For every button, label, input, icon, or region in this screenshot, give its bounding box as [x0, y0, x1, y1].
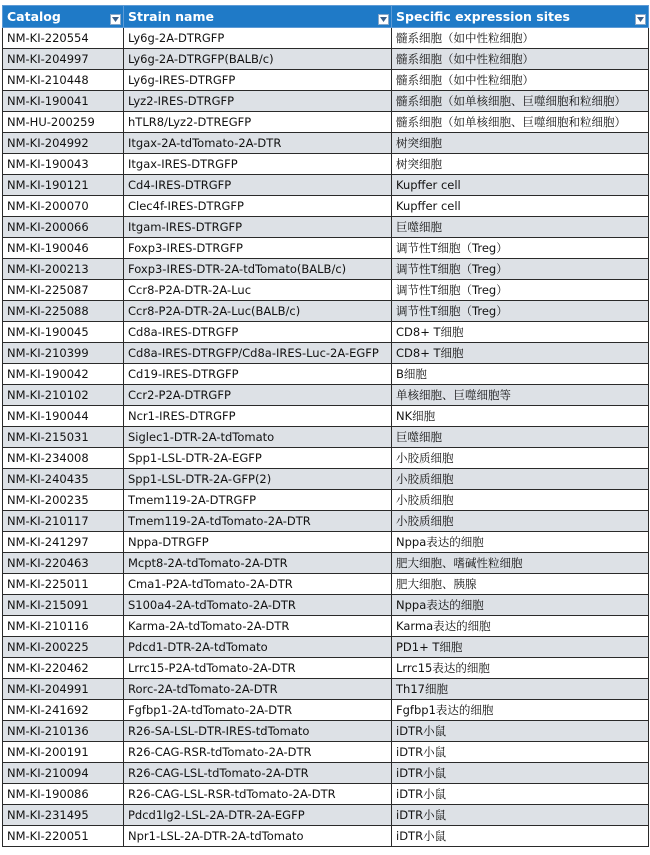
table-row	[3, 490, 649, 511]
table-row	[3, 511, 649, 532]
table-row	[3, 448, 649, 469]
strain-name-cell[interactable]: Itgax-IRES-DTRGFP	[124, 154, 392, 175]
expression-site-cell[interactable]: 小胶质细胞	[392, 448, 649, 469]
table-row	[3, 721, 649, 742]
expression-site-cell[interactable]: 小胶质细胞	[392, 469, 649, 490]
expression-site-cell[interactable]: B细胞	[392, 364, 649, 385]
strain-name-cell[interactable]: Ly6g-2A-DTRGFP	[124, 28, 392, 49]
expression-site-cell[interactable]: iDTR小鼠	[392, 826, 649, 847]
expression-site-cell[interactable]: 调节性T细胞（Treg）	[392, 238, 649, 259]
strain-name-cell[interactable]: R26-CAG-LSL-RSR-tdTomato-2A-DTR	[124, 784, 392, 805]
strain-name-cell[interactable]: Spp1-LSL-DTR-2A-GFP(2)	[124, 469, 392, 490]
expression-site-cell[interactable]: 单核细胞、巨噬细胞等	[392, 385, 649, 406]
catalog-cell[interactable]: NM-KI-204991	[3, 679, 124, 700]
table-row	[3, 784, 649, 805]
expression-site-cell[interactable]: 肥大细胞、嗜碱性粒细胞	[392, 553, 649, 574]
expression-site-cell[interactable]: 髓系细胞（如中性粒细胞）	[392, 70, 649, 91]
expression-site-cell[interactable]: 髓系细胞（如中性粒细胞）	[392, 28, 649, 49]
catalog-cell[interactable]: NM-KI-215031	[3, 427, 124, 448]
table-row	[3, 238, 649, 259]
strain-name-cell[interactable]: Karma-2A-tdTomato-2A-DTR	[124, 616, 392, 637]
table-row	[3, 217, 649, 238]
catalog-cell[interactable]: NM-KI-225088	[3, 301, 124, 322]
table-row	[3, 553, 649, 574]
table-row	[3, 364, 649, 385]
filter-dropdown-icon[interactable]	[110, 14, 121, 25]
catalog-cell[interactable]: NM-KI-200225	[3, 637, 124, 658]
strain-name-cell[interactable]: Cd8a-IRES-DTRGFP/Cd8a-IRES-Luc-2A-EGFP	[124, 343, 392, 364]
strain-name-cell[interactable]: Pdcd1-DTR-2A-tdTomato	[124, 637, 392, 658]
catalog-cell[interactable]: NM-KI-210094	[3, 763, 124, 784]
column-header-expression-sites	[392, 6, 649, 28]
table-row	[3, 637, 649, 658]
table-row	[3, 574, 649, 595]
catalog-cell[interactable]: NM-KI-190045	[3, 322, 124, 343]
strain-name-cell[interactable]: Foxp3-IRES-DTR-2A-tdTomato(BALB/c)	[124, 259, 392, 280]
expression-site-cell[interactable]: 调节性T细胞（Treg）	[392, 280, 649, 301]
catalog-cell[interactable]: NM-KI-210136	[3, 721, 124, 742]
table-row	[3, 742, 649, 763]
table-row	[3, 91, 649, 112]
expression-site-cell[interactable]: 树突细胞	[392, 154, 649, 175]
strain-name-cell[interactable]: Spp1-LSL-DTR-2A-EGFP	[124, 448, 392, 469]
catalog-cell[interactable]: NM-KI-241297	[3, 532, 124, 553]
table-row	[3, 28, 649, 49]
table-body	[3, 28, 649, 847]
strain-name-cell[interactable]: Cd4-IRES-DTRGFP	[124, 175, 392, 196]
table-row	[3, 301, 649, 322]
table-row	[3, 343, 649, 364]
catalog-cell[interactable]: NM-KI-210102	[3, 385, 124, 406]
catalog-cell[interactable]: NM-KI-190043	[3, 154, 124, 175]
catalog-cell[interactable]: NM-KI-240435	[3, 469, 124, 490]
strain-name-cell[interactable]: hTLR8/Lyz2-DTREGFP	[124, 112, 392, 133]
catalog-cell[interactable]: NM-KI-204997	[3, 49, 124, 70]
strain-name-cell[interactable]: Itgam-IRES-DTRGFP	[124, 217, 392, 238]
strain-name-cell[interactable]: R26-SA-LSL-DTR-IRES-tdTomato	[124, 721, 392, 742]
strain-name-cell[interactable]: Lrrc15-P2A-tdTomato-2A-DTR	[124, 658, 392, 679]
catalog-cell[interactable]: NM-KI-200213	[3, 259, 124, 280]
catalog-cell[interactable]: NM-KI-190042	[3, 364, 124, 385]
strain-name-cell[interactable]: Foxp3-IRES-DTRGFP	[124, 238, 392, 259]
strain-name-cell[interactable]: Lyz2-IRES-DTRGFP	[124, 91, 392, 112]
filter-dropdown-icon[interactable]	[635, 14, 646, 25]
strain-name-cell[interactable]: Ccr2-P2A-DTRGFP	[124, 385, 392, 406]
expression-site-cell[interactable]: 小胶质细胞	[392, 490, 649, 511]
catalog-cell[interactable]: NM-KI-220463	[3, 553, 124, 574]
catalog-cell[interactable]: NM-KI-204992	[3, 133, 124, 154]
expression-site-cell[interactable]: 髓系细胞（如中性粒细胞）	[392, 49, 649, 70]
header-row	[3, 6, 649, 28]
expression-site-cell[interactable]: iDTR小鼠	[392, 784, 649, 805]
expression-site-cell[interactable]: NK细胞	[392, 406, 649, 427]
table-row	[3, 469, 649, 490]
table-row	[3, 280, 649, 301]
catalog-cell[interactable]: NM-KI-210399	[3, 343, 124, 364]
strain-name-cell[interactable]: Nppa-DTRGFP	[124, 532, 392, 553]
table-row	[3, 595, 649, 616]
expression-site-cell[interactable]: CD8+ T细胞	[392, 322, 649, 343]
table-row	[3, 49, 649, 70]
strain-name-cell[interactable]: Ly6g-2A-DTRGFP(BALB/c)	[124, 49, 392, 70]
table-row	[3, 175, 649, 196]
table-row	[3, 616, 649, 637]
expression-site-cell[interactable]: 髓系细胞（如单核细胞、巨噬细胞和粒细胞）	[392, 91, 649, 112]
column-header-label: Strain name	[128, 9, 214, 24]
column-header-label: Specific expression sites	[396, 9, 570, 24]
expression-site-cell[interactable]: Fgfbp1表达的细胞	[392, 700, 649, 721]
strain-name-cell[interactable]: Clec4f-IRES-DTRGFP	[124, 196, 392, 217]
expression-site-cell[interactable]: CD8+ T细胞	[392, 343, 649, 364]
catalog-cell[interactable]: NM-KI-215091	[3, 595, 124, 616]
catalog-cell[interactable]: NM-KI-225011	[3, 574, 124, 595]
strain-name-cell[interactable]: Tmem119-2A-tdTomato-2A-DTR	[124, 511, 392, 532]
catalog-cell[interactable]: NM-KI-190086	[3, 784, 124, 805]
catalog-cell[interactable]: NM-KI-200235	[3, 490, 124, 511]
strain-name-cell[interactable]: R26-CAG-RSR-tdTomato-2A-DTR	[124, 742, 392, 763]
table-row	[3, 532, 649, 553]
expression-site-cell[interactable]: 树突细胞	[392, 133, 649, 154]
expression-site-cell[interactable]: Nppa表达的细胞	[392, 595, 649, 616]
expression-site-cell[interactable]: 小胶质细胞	[392, 511, 649, 532]
table-row	[3, 154, 649, 175]
expression-site-cell[interactable]: PD1+ T细胞	[392, 637, 649, 658]
expression-site-cell[interactable]: 调节性T细胞（Treg）	[392, 259, 649, 280]
expression-site-cell[interactable]: Kupffer cell	[392, 175, 649, 196]
strain-name-cell[interactable]: Pdcd1lg2-LSL-2A-DTR-2A-EGFP	[124, 805, 392, 826]
table-row	[3, 805, 649, 826]
table-row	[3, 112, 649, 133]
expression-site-cell[interactable]: Kupffer cell	[392, 196, 649, 217]
catalog-cell[interactable]: NM-KI-190046	[3, 238, 124, 259]
strain-name-cell[interactable]: Fgfbp1-2A-tdTomato-2A-DTR	[124, 700, 392, 721]
strain-name-cell[interactable]: Siglec1-DTR-2A-tdTomato	[124, 427, 392, 448]
catalog-cell[interactable]: NM-KI-234008	[3, 448, 124, 469]
catalog-cell[interactable]: NM-KI-200070	[3, 196, 124, 217]
expression-site-cell[interactable]: 巨噬细胞	[392, 217, 649, 238]
table-row	[3, 658, 649, 679]
expression-site-cell[interactable]: iDTR小鼠	[392, 742, 649, 763]
catalog-cell[interactable]: NM-KI-190041	[3, 91, 124, 112]
strain-name-cell[interactable]: S100a4-2A-tdTomato-2A-DTR	[124, 595, 392, 616]
expression-site-cell[interactable]: 调节性T细胞（Treg）	[392, 301, 649, 322]
expression-site-cell[interactable]: 巨噬细胞	[392, 427, 649, 448]
expression-site-cell[interactable]: iDTR小鼠	[392, 805, 649, 826]
strain-name-cell[interactable]: Itgax-2A-tdTomato-2A-DTR	[124, 133, 392, 154]
strain-name-cell[interactable]: Cd8a-IRES-DTRGFP	[124, 322, 392, 343]
expression-site-cell[interactable]: iDTR小鼠	[392, 721, 649, 742]
catalog-cell[interactable]: NM-KI-190121	[3, 175, 124, 196]
catalog-cell[interactable]: NM-KI-210117	[3, 511, 124, 532]
expression-site-cell[interactable]: Karma表达的细胞	[392, 616, 649, 637]
expression-site-cell[interactable]: 肥大细胞、胰腺	[392, 574, 649, 595]
strain-name-cell[interactable]: Cd19-IRES-DTRGFP	[124, 364, 392, 385]
catalog-cell[interactable]: NM-KI-220462	[3, 658, 124, 679]
strain-name-cell[interactable]: Rorc-2A-tdTomato-2A-DTR	[124, 679, 392, 700]
table-row	[3, 406, 649, 427]
strain-name-cell[interactable]: Ccr8-P2A-DTR-2A-Luc(BALB/c)	[124, 301, 392, 322]
catalog-cell[interactable]: NM-KI-241692	[3, 700, 124, 721]
expression-site-cell[interactable]: Nppa表达的细胞	[392, 532, 649, 553]
table-row	[3, 679, 649, 700]
table-row	[3, 70, 649, 91]
strain-name-cell[interactable]: Cma1-P2A-tdTomato-2A-DTR	[124, 574, 392, 595]
strain-name-cell[interactable]: Ly6g-IRES-DTRGFP	[124, 70, 392, 91]
table-row	[3, 427, 649, 448]
table-row	[3, 826, 649, 847]
catalog-cell[interactable]: NM-HU-200259	[3, 112, 124, 133]
expression-site-cell[interactable]: 髓系细胞（如单核细胞、巨噬细胞和粒细胞）	[392, 112, 649, 133]
strain-table	[2, 5, 649, 847]
catalog-cell[interactable]: NM-KI-220554	[3, 28, 124, 49]
table-row	[3, 133, 649, 154]
catalog-cell[interactable]: NM-KI-225087	[3, 280, 124, 301]
table-row	[3, 763, 649, 784]
catalog-cell[interactable]: NM-KI-190044	[3, 406, 124, 427]
table-row	[3, 322, 649, 343]
catalog-cell[interactable]: NM-KI-210448	[3, 70, 124, 91]
column-header-strain-name	[124, 6, 392, 28]
expression-site-cell[interactable]: Th17细胞	[392, 679, 649, 700]
catalog-cell[interactable]: NM-KI-210116	[3, 616, 124, 637]
strain-name-cell[interactable]: R26-CAG-LSL-tdTomato-2A-DTR	[124, 763, 392, 784]
catalog-cell[interactable]: NM-KI-200066	[3, 217, 124, 238]
table-row	[3, 700, 649, 721]
catalog-cell[interactable]: NM-KI-200191	[3, 742, 124, 763]
catalog-cell[interactable]: NM-KI-220051	[3, 826, 124, 847]
table-row	[3, 196, 649, 217]
table-row	[3, 259, 649, 280]
expression-site-cell[interactable]: Lrrc15表达的细胞	[392, 658, 649, 679]
catalog-cell[interactable]: NM-KI-231495	[3, 805, 124, 826]
strain-name-cell[interactable]: Tmem119-2A-DTRGFP	[124, 490, 392, 511]
strain-name-cell[interactable]: Npr1-LSL-2A-DTR-2A-tdTomato	[124, 826, 392, 847]
expression-site-cell[interactable]: iDTR小鼠	[392, 763, 649, 784]
strain-name-cell[interactable]: Ccr8-P2A-DTR-2A-Luc	[124, 280, 392, 301]
filter-dropdown-icon[interactable]	[378, 14, 389, 25]
column-header-label: Catalog	[7, 9, 61, 24]
table-row	[3, 385, 649, 406]
column-header-catalog	[3, 6, 124, 28]
strain-name-cell[interactable]: Ncr1-IRES-DTRGFP	[124, 406, 392, 427]
strain-name-cell[interactable]: Mcpt8-2A-tdTomato-2A-DTR	[124, 553, 392, 574]
